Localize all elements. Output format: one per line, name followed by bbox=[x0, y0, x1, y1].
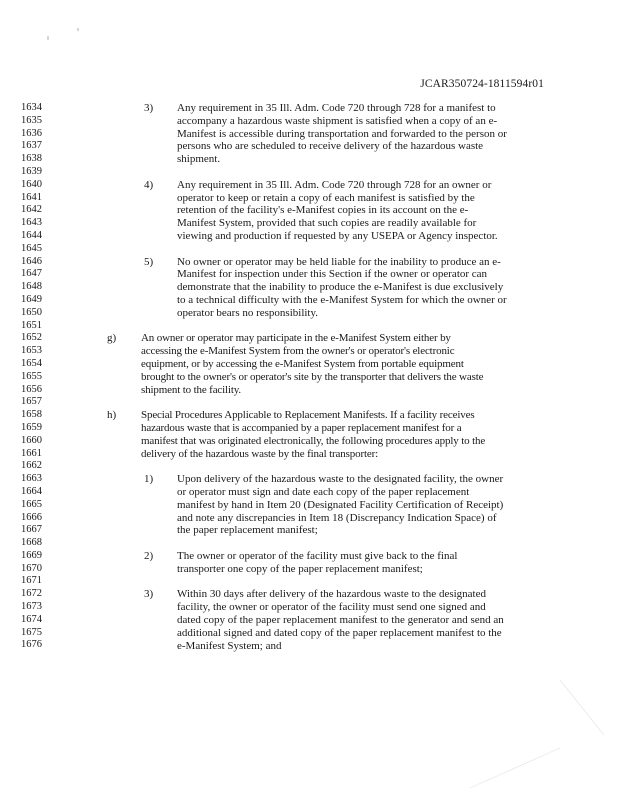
line-number: 1635 bbox=[21, 114, 42, 126]
text-line: manifest by hand in Item 20 (Designated Facility Certification of Receipt) bbox=[177, 498, 504, 511]
text-line: Any requirement in 35 Ill. Adm. Code 720 through 728 for a manifest to bbox=[177, 102, 496, 114]
line-number: 1673 bbox=[21, 601, 42, 613]
line-number: 1661 bbox=[21, 447, 42, 459]
paragraph-h3-send-copies bbox=[177, 588, 504, 652]
line-number: 1672 bbox=[21, 588, 42, 600]
line-number: 1676 bbox=[21, 639, 42, 651]
item-label: 3) bbox=[144, 102, 154, 114]
line-number: 1634 bbox=[21, 102, 42, 113]
line-number: 1664 bbox=[21, 485, 42, 497]
line-number: 1667 bbox=[21, 524, 42, 536]
text-line: accessing the e-Manifest System from the owner's or operator's electronic bbox=[141, 345, 455, 358]
line-number: 1648 bbox=[21, 281, 42, 293]
line-number: 1665 bbox=[21, 498, 42, 510]
paragraph-g-participation bbox=[141, 332, 483, 396]
text-line: operator bears no responsibility. bbox=[177, 306, 319, 319]
text-line: facility, the owner or operator of the facility must send one signed and bbox=[177, 601, 486, 614]
text-line: shipment to the facility. bbox=[141, 383, 242, 396]
item-label: 1) bbox=[144, 473, 154, 486]
text-line: brought to the owner's or operator's site by the transporter that delivers the waste bbox=[141, 370, 484, 383]
line-number: 1647 bbox=[21, 268, 42, 280]
paragraph-5-liability bbox=[177, 256, 507, 320]
line-number: 1668 bbox=[21, 537, 42, 549]
item-label: 5) bbox=[144, 255, 154, 268]
line-number: 1644 bbox=[21, 229, 42, 241]
line-number: 1636 bbox=[21, 127, 42, 139]
line-number: 1659 bbox=[21, 421, 42, 433]
text-line: operator to keep or retain a copy of each manifest is satisfied by the bbox=[177, 191, 475, 204]
text-line: manifest that was originated electronically, the following procedures apply to the bbox=[141, 434, 486, 447]
line-number: 1656 bbox=[21, 383, 42, 395]
line-number: 1671 bbox=[21, 575, 42, 587]
line-number: 1663 bbox=[21, 473, 42, 485]
line-number: 1666 bbox=[21, 511, 42, 523]
line-number: 1649 bbox=[21, 293, 42, 305]
line-number: 1660 bbox=[21, 434, 42, 446]
line-number: 1646 bbox=[21, 255, 42, 267]
text-line: e-Manifest System; and bbox=[177, 639, 282, 652]
item-label: g) bbox=[107, 332, 117, 345]
text-line: Special Procedures Applicable to Replacement Manifests. If a facility receives bbox=[141, 409, 475, 422]
line-number: 1655 bbox=[21, 370, 42, 382]
paragraph-h1-sign-and-date bbox=[177, 473, 503, 537]
text-line: dated copy of the paper replacement manifest to the generator and send an bbox=[177, 613, 504, 626]
paragraph-3-transport bbox=[177, 102, 507, 166]
text-line: additional signed and dated copy of the paper replacement manifest to the bbox=[177, 626, 502, 639]
paragraph-h-replacement-manifests bbox=[141, 409, 485, 460]
text-line: The owner or operator of the facility must give back to the final bbox=[177, 550, 458, 562]
text-line: Manifest System, provided that such copies are readily available for bbox=[177, 217, 477, 230]
text-line: or operator must sign and date each copy of the paper replacement bbox=[177, 485, 470, 498]
text-line: delivery of the hazardous waste by the final transporter: bbox=[141, 447, 379, 460]
line-number: 1670 bbox=[21, 562, 42, 574]
text-line: accompany a hazardous waste shipment is satisfied when a copy of an e- bbox=[177, 114, 498, 127]
line-number: 1637 bbox=[21, 140, 42, 152]
text-line: and note any discrepancies in Item 18 (Discrepancy Indication Space) of bbox=[177, 511, 497, 524]
text-line: hazardous waste that is accompanied by a paper replacement manifest for a bbox=[141, 421, 462, 434]
item-label: 3) bbox=[144, 588, 154, 601]
text-line: equipment, or by accessing the e-Manifest System from portable equipment bbox=[141, 357, 464, 370]
text-line: No owner or operator may be held liable for the inability to produce an e- bbox=[177, 255, 501, 268]
text-line: transporter one copy of the paper replacement manifest; bbox=[177, 562, 423, 575]
line-number: 1654 bbox=[21, 357, 42, 369]
text-line: An owner or operator may participate in the e-Manifest System either by bbox=[141, 332, 451, 345]
line-number: 1642 bbox=[21, 204, 42, 216]
text-line: viewing and production if requested by any USEPA or Agency inspector. bbox=[177, 229, 498, 242]
text-line: to a technical difficulty with the e-Manifest System for which the owner or bbox=[177, 293, 507, 306]
line-number: 1640 bbox=[21, 178, 42, 190]
text-line: Manifest for inspection under this Section if the owner or operator can bbox=[177, 268, 488, 281]
line-number: 1657 bbox=[21, 396, 42, 408]
line-number: 1651 bbox=[21, 319, 42, 331]
item-label: 4) bbox=[144, 178, 154, 191]
line-number: 1652 bbox=[21, 332, 42, 344]
line-number: 1643 bbox=[21, 217, 42, 229]
line-number: 1662 bbox=[21, 460, 42, 472]
text-line: retention of the facility's e-Manifest copies in its account on the e- bbox=[177, 204, 469, 217]
item-label: 2) bbox=[144, 550, 154, 562]
text-line: Manifest is accessible during transportation and forwarded to the person or bbox=[177, 127, 507, 140]
text-line: Upon delivery of the hazardous waste to the designated facility, the owner bbox=[177, 473, 504, 486]
line-number: 1641 bbox=[21, 191, 42, 203]
text-line: shipment. bbox=[177, 153, 221, 166]
line-number: 1653 bbox=[21, 345, 42, 357]
paragraph-4-retention bbox=[177, 179, 498, 243]
line-number: 1639 bbox=[21, 165, 42, 177]
text-line: Any requirement in 35 Ill. Adm. Code 720 through 728 for an owner or bbox=[177, 178, 492, 191]
paragraph-h2-return-copy bbox=[177, 550, 457, 576]
text-line: the paper replacement manifest; bbox=[177, 524, 318, 537]
item-label: h) bbox=[107, 409, 117, 422]
text-line: Within 30 days after delivery of the hazardous waste to the designated bbox=[177, 588, 486, 601]
line-number: 1669 bbox=[21, 549, 42, 561]
line-number: 1638 bbox=[21, 153, 42, 165]
line-number: 1650 bbox=[21, 306, 42, 318]
line-number: 1658 bbox=[21, 409, 42, 421]
line-number: 1645 bbox=[21, 242, 42, 254]
document-id: JCAR350724-1811594r01 bbox=[420, 78, 544, 90]
text-line: demonstrate that the inability to produce the e-Manifest is due exclusively bbox=[177, 281, 504, 294]
line-number-column bbox=[21, 102, 57, 652]
line-number: 1674 bbox=[21, 613, 42, 625]
line-number: 1675 bbox=[21, 626, 42, 638]
text-line: persons who are scheduled to receive delivery of the hazardous waste bbox=[177, 140, 484, 153]
